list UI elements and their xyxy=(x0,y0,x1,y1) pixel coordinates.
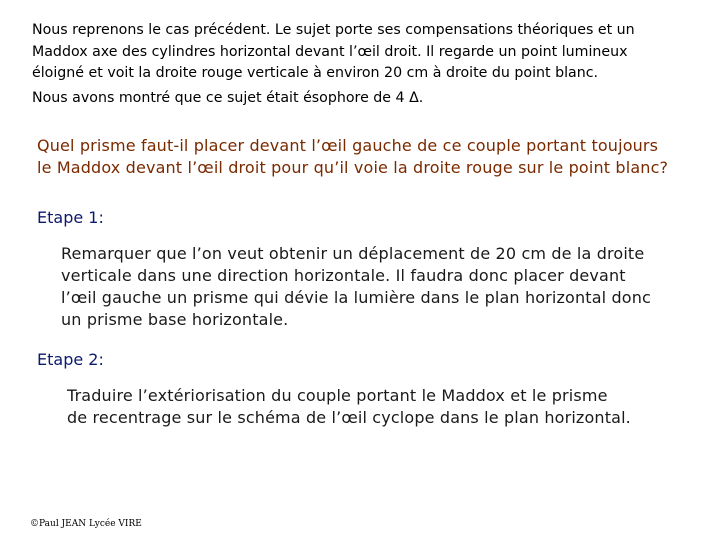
question-text: Quel prisme faut-il placer devant l’œil gauche de ce couple portant toujours le Maddox devant l’œil droit pour qu’il voie la droite rouge sur le point blanc? xyxy=(37,136,669,177)
step-1-label: Etape 1: xyxy=(37,208,104,227)
step-2-label: Etape 2: xyxy=(37,350,104,369)
footer-credit: ©Paul JEAN Lycée VIRE xyxy=(30,519,142,529)
step-1-text: Remarquer que l’on veut obtenir un déplacement de 20 cm de la droite verticale dans une direction horizontale. Il faudra donc placer devant l’œil gauche un prisme qui dévie la lumière dans le plan horizontal donc un prisme base horizontale. xyxy=(61,244,651,329)
intro-paragraph: Nous reprenons le cas précédent. Le sujet porte ses compensations théoriques et un Maddox axe des cylindres horizontal devant l’œil droit. Il regarde un point lumineux éloigné et voit la droite rouge verticale à environ 20 cm à droite du point blanc. xyxy=(32,22,635,81)
step-2-text: Traduire l’extériorisation du couple portant le Maddox et le prisme de recentrage sur le schéma de l’œil cyclope dans le plan horizontal. xyxy=(67,386,631,427)
esophoria-note: Nous avons montré que ce sujet était ésophore de 4 Δ. xyxy=(32,90,424,106)
